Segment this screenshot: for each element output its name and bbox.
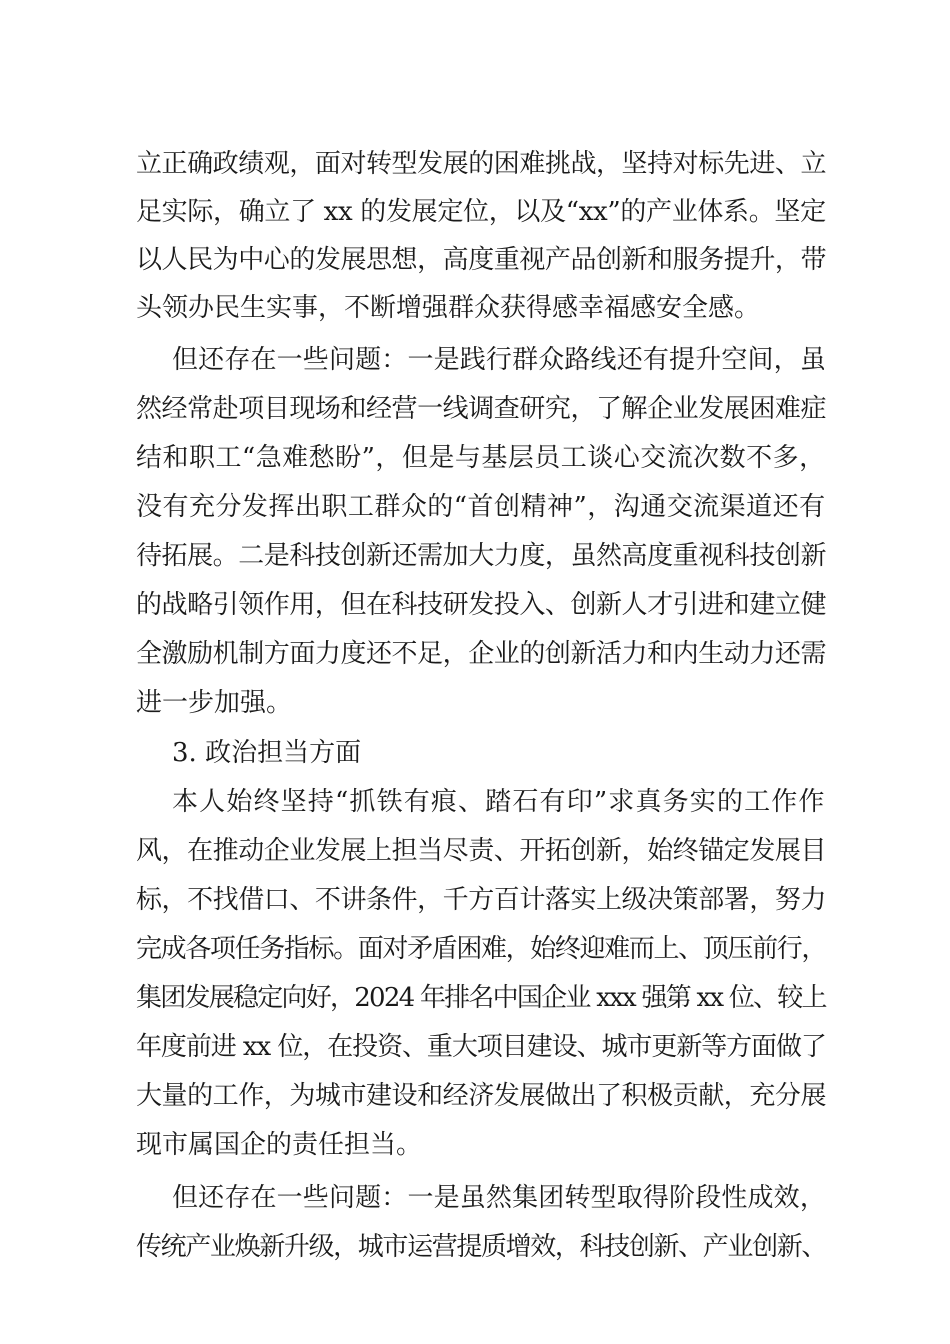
text-line: 现市属国企的责任担当。 <box>136 1130 423 1160</box>
text-line: 全激励机制方面力度还不足，企业的创新活力和内生动力还需 <box>136 639 827 669</box>
text-line: 进一步加强。 <box>136 688 293 718</box>
text-line: 传统产业焕新升级，城市运营提质增效，科技创新、产业创新、 <box>136 1232 827 1262</box>
paragraph-first-line: 但还存在一些问题：一是虽然集团转型取得阶段性成效， <box>172 1183 827 1213</box>
text-line: 以人民为中心的发展思想，高度重视产品创新和服务提升，带 <box>136 245 827 275</box>
text-line: 足实际，确立了 xx 的发展定位，以及“xx”的产业体系。坚定 <box>136 197 826 227</box>
paragraph-first-line: 本人始终坚持“抓铁有痕、踏石有印”求真务实的工作作 <box>172 787 826 817</box>
text-line: 没有充分发挥出职工群众的“首创精神”，沟通交流渠道还有 <box>136 492 826 522</box>
text-line: 标，不找借口、不讲条件，千方百计落实上级决策部署，努力 <box>136 885 827 915</box>
text-line: 然经常赴项目现场和经营一线调查研究，了解企业发展困难症 <box>136 394 827 424</box>
text-line: 大量的工作，为城市建设和经济发展做出了积极贡献，充分展 <box>136 1081 827 1111</box>
text-line: 完成各项任务指标。面对矛盾困难，始终迎难而上、顶压前行， <box>136 934 827 964</box>
text-line: 头领办民生实事，不断增强群众获得感幸福感安全感。 <box>136 293 761 323</box>
text-line: 立正确政绩观，面对转型发展的困难挑战，坚持对标先进、立 <box>136 149 827 179</box>
text-line: 待拓展。二是科技创新还需加大力度，虽然高度重视科技创新 <box>136 541 827 571</box>
paragraph-first-line: 但还存在一些问题：一是践行群众路线还有提升空间，虽 <box>172 345 827 375</box>
text-line: 集团发展稳定向好，2024 年排名中国企业 xxx 强第 xx 位、较上 <box>136 983 826 1013</box>
text-line: 结和职工“急难愁盼”，但是与基层员工谈心交流次数不多， <box>136 443 826 473</box>
section-heading: 3. 政治担当方面 <box>172 738 362 768</box>
text-line: 风，在推动企业发展上担当尽责、开拓创新，始终锚定发展目 <box>136 836 827 866</box>
text-line: 的战略引领作用，但在科技研发投入、创新人才引进和建立健 <box>136 590 827 620</box>
text-line: 年度前进 xx 位，在投资、重大项目建设、城市更新等方面做了 <box>136 1032 826 1062</box>
